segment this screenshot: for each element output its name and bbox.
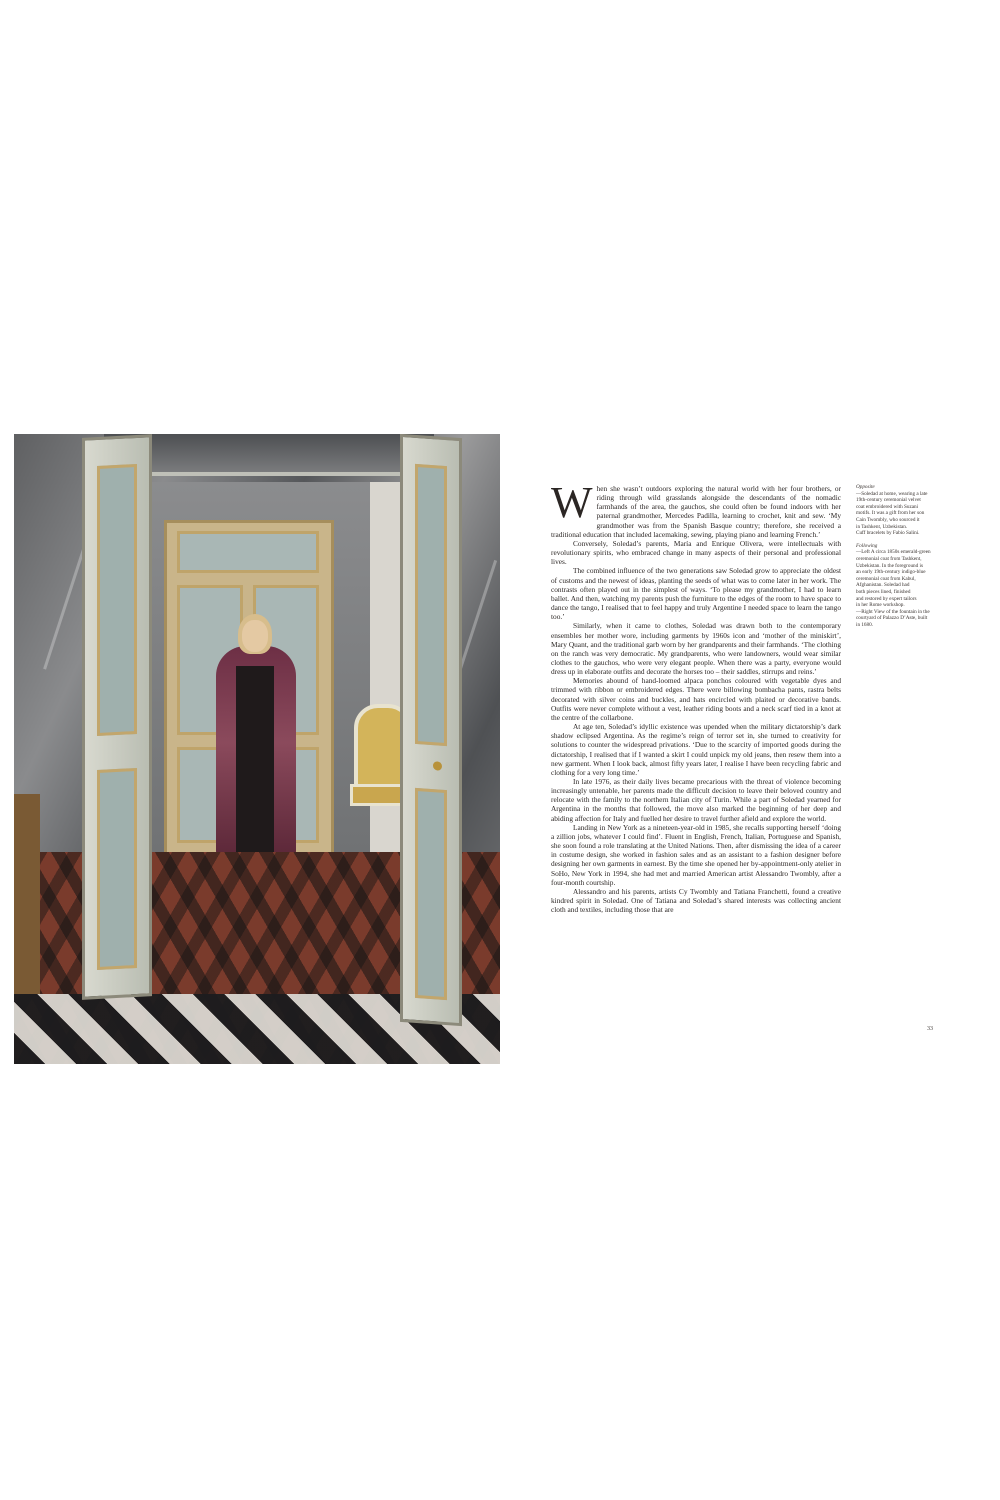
caption-line: —Right View of the fountain in the bbox=[856, 608, 930, 615]
paragraph-text: hen she wasn’t outdoors exploring the natural world with her four brothers, or riding through wild grasslands alongside the descendants of the nomadic farmhands of the area, the gauchos, she could often be found indoors with her paternal grandmother, Mercedes Padilla, learning to crochet, knit and sew. ‘My grandmother was from the Spanish Basque country; therefore, she received a traditional education that included lacemaking, sewing, playing piano and learning French.’ bbox=[551, 484, 841, 539]
side-table bbox=[14, 794, 40, 994]
article-paragraph: The combined influence of the two generations saw Soledad grow to appreciate the oldest of customs and the newest of ideas, planting the seeds of what was to come later in her work. The contrasts often played out in the simplest of ways. ‘To please my grandmother, I had to learn ballet. And then, watching my parents push the furniture to the edges of the room to have space to dance the tango, I realised that to feel happy and truly Argentine I needed space to learn the tango too.’ bbox=[551, 566, 841, 622]
door-panel bbox=[415, 464, 447, 746]
caption-line: Cuff bracelets by Fabio Salini. bbox=[856, 530, 920, 537]
caption-line: Afghanistan. Soledad had bbox=[856, 582, 910, 589]
caption-line: ceremonial coat from Tashkent, bbox=[856, 555, 922, 562]
article-paragraph: In late 1976, as their daily lives became precarious with the threat of violence becoming increasingly untenable, her parents made the difficult decision to leave their beloved country and relocate with the family to the northern Italian city of Turin. While a part of Soledad yearned for Argentina in the months that followed, the move also marked the beginning of her deep and abiding affection for Italy and fuelled her desire to travel further afield and explore the world. bbox=[551, 777, 841, 823]
article-paragraph: Similarly, when it came to clothes, Soledad was drawn both to the contemporary ensembles her mother wore, including garments by 1960s icon and ‘mother of the miniskirt’, Mary Quant, and the traditional garb worn by her grandparents and their farmhands. ‘The clothing on the ranch was very democratic. My grandparents, who were landowners, would wear similar clothes to the gauchos, who were very elegant people. When there was a party, everyone would dress up in elaborate outfits and decorate the horses too – their saddles, stirrups and reins.’ bbox=[551, 621, 841, 677]
caption-line: ceremonial coat from Kabul, bbox=[856, 575, 916, 582]
caption-line: both pieces lined, finished bbox=[856, 588, 911, 595]
article-paragraph: Alessandro and his parents, artists Cy Twombly and Tatiana Franchetti, found a creative kindred spirit in Soledad. One of Tatiana and Soledad’s shared interests was collecting ancient cloth and textiles, including those that are bbox=[551, 886, 841, 915]
caption-line: in 1680. bbox=[856, 621, 874, 628]
article-paragraph: Conversely, Soledad’s parents, María and Enrique Olivera, were intellectuals with revolutionary spirits, who embraced change in many aspects of their personal and professional lives. bbox=[551, 538, 841, 567]
article-body bbox=[551, 478, 841, 915]
photo-captions bbox=[856, 484, 952, 634]
caption-line: Uzbekistan. In the foreground is bbox=[856, 562, 923, 569]
caption-heading: Opposite bbox=[856, 484, 875, 490]
article-paragraph: Memories abound of hand-loomed alpaca ponchos coloured with vegetable dyes and trimmed with ribbon or embroidered edges. There were billowing bombacha pants, rastra belts decorated with silver coins and buckles, and hats encircled with plaited or decorative bands. Outfits were never complete without a vest, leather riding boots and a neck scarf tied in a knot at the centre of the collarbone. bbox=[551, 676, 841, 722]
caption-line: in Tashkent, Uzbekistan. bbox=[856, 523, 908, 530]
caption-line: an early 19th-century indigo-blue bbox=[856, 569, 926, 576]
article-paragraph: Landing in New York as a nineteen-year-old in 1985, she recalls supporting herself ‘doing a zillion jobs, whatever I could find’. Fluent in English, French, Italian, Portuguese and Spanish, she soon found a role translating at the United Nations. Then, after dismissing the idea of a career in costume design, she worked in fashion sales and as an assistant to a fashion designer before designing her own garments in earnest. By the time she opened her by-appointment-only atelier in SoHo, New York in 1994, she had met and married American artist Alessandro Twombly, after a four-month courtship. bbox=[551, 822, 841, 887]
drop-cap: W bbox=[551, 478, 593, 527]
caption-line: motifs. It was a gift from her son bbox=[856, 510, 925, 517]
page-number: 33 bbox=[927, 1026, 933, 1032]
caption-following bbox=[856, 543, 952, 629]
caption-line: —Left A circa 1850s emerald-green bbox=[856, 549, 931, 556]
caption-line: Cain Twombly, who sourced it bbox=[856, 516, 920, 523]
open-door-left bbox=[82, 434, 152, 1000]
caption-line: coat embroidered with Suzani bbox=[856, 503, 919, 510]
person-face bbox=[242, 620, 268, 652]
caption-line: and restored by expert tailors bbox=[856, 595, 917, 602]
door-panel bbox=[97, 768, 137, 970]
article-paragraph: At age ten, Soledad’s idyllic existence was upended when the military dictatorship’s dark shadow eclipsed Argentina. As the regime’s reign of terror set in, she turned to creativity for solutions to counter the widespread privations. ‘Due to the scarcity of imported goods during the dictatorship, I realised that if I wanted a skirt I could unpick my old jeans, then resew them into a new garment. When I look back, almost fifty years later, I realise I have been recycling fabric and clothing for a very long time.’ bbox=[551, 722, 841, 777]
door-knob bbox=[433, 761, 442, 771]
caption-line: 19th-century ceremonial velvet bbox=[856, 497, 921, 504]
door-lintel bbox=[104, 434, 434, 476]
interior-doorway-photo bbox=[14, 434, 500, 1064]
door-panel bbox=[415, 788, 447, 1000]
caption-heading: Following bbox=[856, 542, 878, 549]
article-paragraph bbox=[551, 478, 841, 539]
black-outfit bbox=[236, 666, 274, 866]
caption-line: in her Rome workshop. bbox=[856, 602, 905, 609]
open-door-right bbox=[400, 434, 462, 1026]
caption-line: —Soledad at home, wearing a late bbox=[856, 490, 928, 497]
caption-line: courtyard of Palazzo D’Aste, built bbox=[856, 615, 928, 622]
back-door-transom bbox=[177, 531, 319, 573]
door-panel bbox=[97, 464, 137, 736]
caption-opposite bbox=[856, 484, 952, 537]
